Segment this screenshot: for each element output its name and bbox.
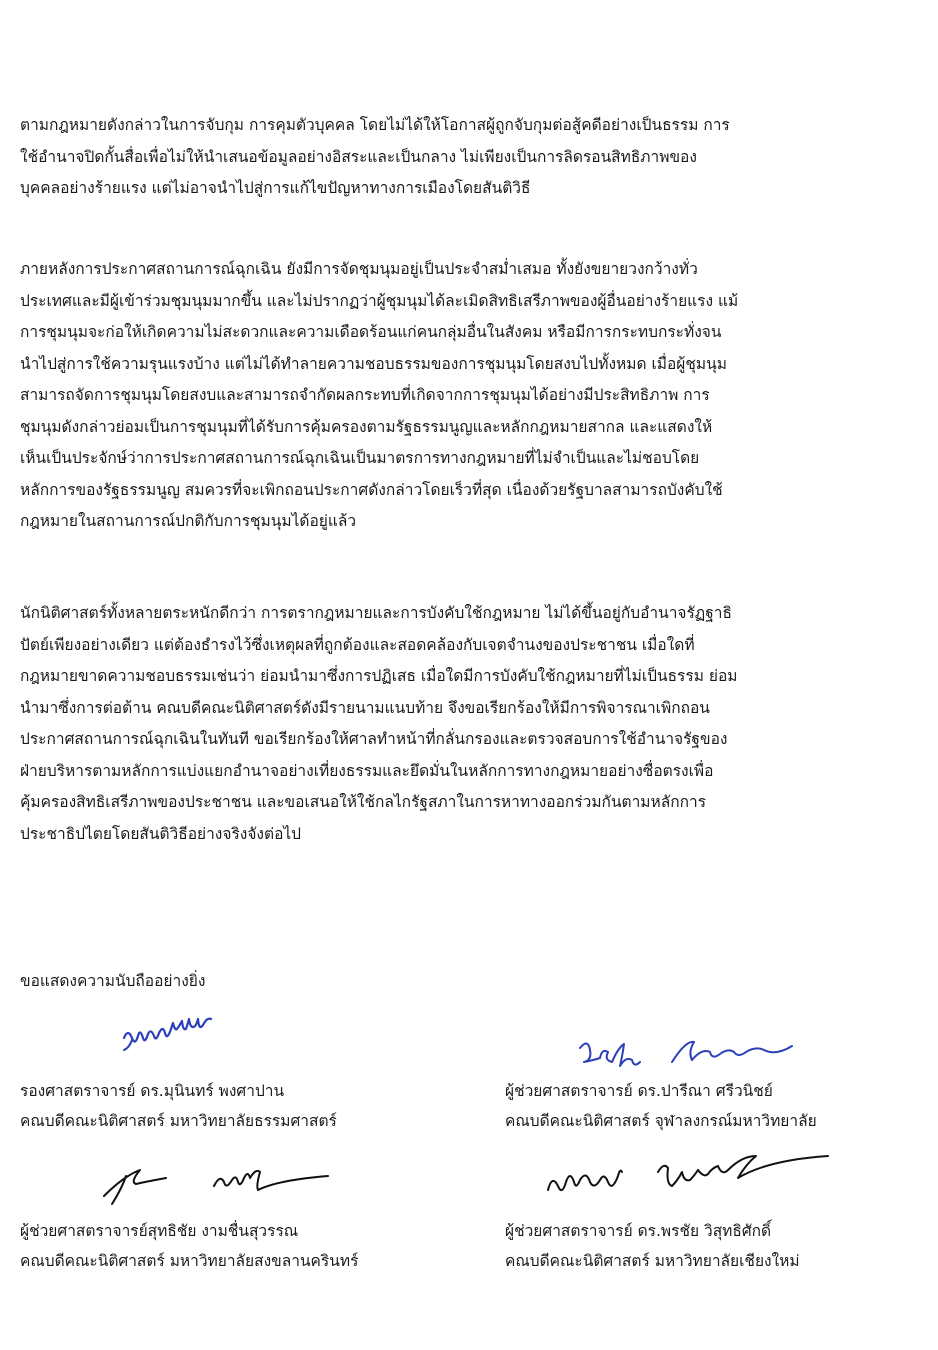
paragraph-line: นำไปสู่การใช้ความรุนแรงบ้าง แต่ไม่ได้ทำลายความชอบธรรมของการชุมนุมโดยสงบไปทั้งหมด เมื่อผู้ชุมนุม [20, 354, 727, 373]
signatory-1 [20, 1076, 337, 1136]
paragraph-line: สามารถจัดการชุมนุมโดยสงบและสามารถจำกัดผลกระทบที่เกิดจากการชุมนุมได้อย่างมีประสิทธิภาพ การ [20, 386, 710, 404]
signatory-name: ผู้ช่วยศาสตราจารย์ ดร.ปารีณา ศรีวนิชย์ [505, 1082, 773, 1100]
signatory-name: รองศาสตราจารย์ ดร.มุนินทร์ พงศาปาน [20, 1082, 285, 1100]
signature-3 [96, 1156, 336, 1206]
paragraph-3 [20, 598, 928, 850]
paragraph-line: ภายหลังการประกาศสถานการณ์ฉุกเฉิน ยังมีการจัดชุมนุมอยู่เป็นประจำสม่ำเสมอ ทั้งยังขยายวงกว้างทั่ว [20, 260, 698, 278]
paragraph-1 [20, 110, 928, 205]
paragraph-line: การชุมนุมจะก่อให้เกิดความไม่สะดวกและความเดือดร้อนแก่คนกลุ่มอื่นในสังคม หรือมีการกระทบกระทั่งจน [20, 323, 722, 341]
paragraph-line: ชุมนุมดังกล่าวย่อมเป็นการชุมนุมที่ได้รับการคุ้มครองตามรัฐธรรมนูญและหลักกฎหมายสากล และแสดงให้ [20, 417, 713, 436]
signatory-4 [505, 1216, 800, 1276]
signatory-2 [505, 1076, 817, 1136]
paragraph-line: ประเทศและมีผู้เข้าร่วมชุมนุมมากขึ้น และไม่ปรากฏว่าผู้ชุมนุมได้ละเมิดสิทธิเสรีภาพของผู้อื่นอย่างร้ายแรง แม้ [20, 291, 739, 310]
signatory-organization: คณบดีคณะนิติศาสตร์ มหาวิทยาลัยธรรมศาสตร์ [20, 1112, 337, 1130]
paragraph-2 [20, 254, 928, 538]
signature-4 [540, 1150, 890, 1206]
paragraph-line: บุคคลอย่างร้ายแรง แต่ไม่อาจนำไปสู่การแก้ไขปัญหาทางการเมืองโดยสันติวิธี [20, 179, 531, 197]
signature-2 [574, 1030, 824, 1074]
paragraph-line: ปัตย์เพียงอย่างเดียว แต่ต้องธำรงไว้ซึ่งเหตุผลที่ถูกต้องและสอดคล้องกับเจตจำนงของประชาชน เมื่อใดที่ [20, 635, 695, 654]
signatory-organization: คณบดีคณะนิติศาสตร์ จุฬาลงกรณ์มหาวิทยาลัย [505, 1112, 817, 1130]
paragraph-line: ประชาธิปไตยโดยสันติวิธีอย่างจริงจังต่อไป [20, 824, 302, 843]
signatory-name: ผู้ช่วยศาสตราจารย์สุทธิชัย งามชื่นสุวรรณ [20, 1222, 299, 1240]
signatory-name: ผู้ช่วยศาสตราจารย์ ดร.พรชัย วิสุทธิศักดิ์ [505, 1222, 772, 1240]
paragraph-line: คุ้มครองสิทธิเสรีภาพของประชาชน และขอเสนอให้ใช้กลไกรัฐสภาในการหาทางออกร่วมกันตามหลักการ [20, 793, 707, 811]
paragraph-line: ตามกฎหมายดังกล่าวในการจับกุม การคุมตัวบุคคล โดยไม่ได้ให้โอกาสผู้ถูกจับกุมต่อสู้คดีอย่างเป็นธรรม การ [20, 116, 730, 134]
paragraph-line: นำมาซึ่งการต่อต้าน คณบดีคณะนิติศาสตร์ดังมีรายนามแนบท้าย จึงขอเรียกร้องให้มีการพิจารณาเพิกถอน [20, 698, 710, 717]
paragraph-line: กฎหมายในสถานการณ์ปกติกับการชุมนุมได้อยู่แล้ว [20, 512, 357, 530]
paragraph-line: ประกาศสถานการณ์ฉุกเฉินในทันที ขอเรียกร้องให้ศาลทำหน้าที่กลั่นกรองและตรวจสอบการใช้อำนาจรัฐของ [20, 730, 728, 748]
paragraph-line: นักนิติศาสตร์ทั้งหลายตระหนักดีกว่า การตรากฎหมายและการบังคับใช้กฎหมาย ไม่ได้ขึ้นอยู่กับอำนาจรัฏฐาธิ [20, 604, 732, 622]
signatory-organization: คณบดีคณะนิติศาสตร์ มหาวิทยาลัยเชียงใหม่ [505, 1252, 800, 1270]
paragraph-line: กฎหมายขาดความชอบธรรมเช่นว่า ย่อมนำมาซึ่งการปฏิเสธ เมื่อใดมีการบังคับใช้กฎหมายที่ไม่เป็นธรรม ย่อม [20, 667, 738, 685]
signatory-3 [20, 1216, 358, 1276]
signatory-organization: คณบดีคณะนิติศาสตร์ มหาวิทยาลัยสงขลานครินทร์ [20, 1252, 359, 1270]
signature-1 [118, 1016, 248, 1056]
closing-salutation: ขอแสดงความนับถืออย่างยิ่ง [20, 972, 206, 990]
paragraph-line: ฝ่ายบริหารตามหลักการแบ่งแยกอำนาจอย่างเที่ยงธรรมและยึดมั่นในหลักการทางกฎหมายอย่างซื่อตรงเพื่อ [20, 761, 714, 780]
paragraph-line: ใช้อำนาจปิดกั้นสื่อเพื่อไม่ให้นำเสนอข้อมูลอย่างอิสระและเป็นกลาง ไม่เพียงเป็นการลิดรอนสิทธิภาพของ [20, 147, 697, 166]
paragraph-line: เห็นเป็นประจักษ์ว่าการประกาศสถานการณ์ฉุกเฉินเป็นมาตรการทางกฎหมายที่ไม่จำเป็นและไม่ชอบโดย [20, 449, 700, 467]
paragraph-line: หลักการของรัฐธรรมนูญ สมควรที่จะเพิกถอนประกาศดังกล่าวโดยเร็วที่สุด เนื่องด้วยรัฐบาลสามารถบังคับใช้ [20, 480, 723, 499]
